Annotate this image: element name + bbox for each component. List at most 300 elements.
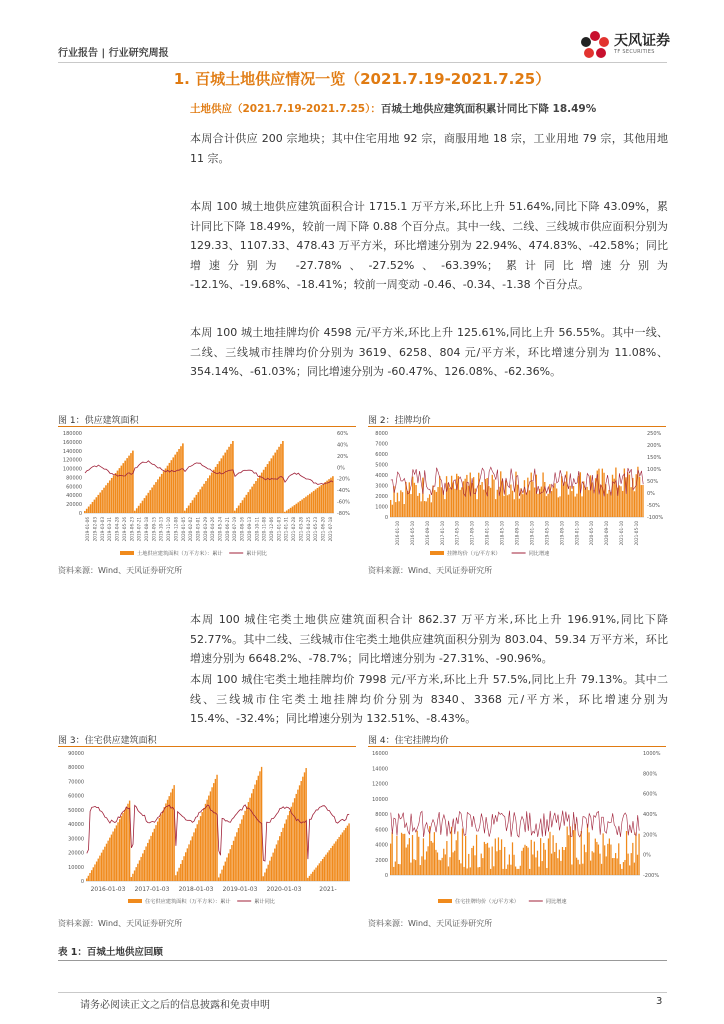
bar bbox=[137, 864, 138, 881]
bar bbox=[466, 475, 467, 517]
bar bbox=[561, 476, 562, 517]
bar-series bbox=[390, 467, 644, 517]
bar bbox=[482, 858, 483, 875]
bar bbox=[299, 785, 300, 881]
x-tick-label: 2019-11-10 bbox=[166, 517, 172, 542]
bar bbox=[307, 878, 308, 881]
bar bbox=[197, 824, 198, 881]
bar bbox=[528, 848, 529, 875]
x-tick-label: 2019-12-08 bbox=[173, 517, 179, 542]
bar bbox=[203, 808, 204, 881]
bar bbox=[492, 847, 493, 875]
bar bbox=[119, 468, 121, 513]
x-tick-label: 2019-03-31 bbox=[107, 517, 113, 542]
bar bbox=[317, 488, 319, 513]
bar bbox=[236, 832, 237, 881]
bar bbox=[267, 464, 269, 513]
bar bbox=[153, 485, 155, 513]
bar bbox=[449, 488, 450, 517]
bar bbox=[517, 485, 518, 517]
bar bbox=[345, 828, 346, 881]
bar bbox=[473, 477, 474, 517]
bar bbox=[172, 789, 173, 881]
y-tick-label: 10000 bbox=[372, 796, 388, 803]
x-tick-label: 2020-12-06 bbox=[269, 517, 274, 542]
legend-swatch-bar bbox=[128, 899, 142, 903]
bar bbox=[178, 868, 179, 881]
bar bbox=[569, 486, 570, 517]
bar bbox=[604, 845, 605, 875]
bar bbox=[149, 490, 151, 513]
bar bbox=[211, 473, 213, 513]
y-tick-label: 0 bbox=[78, 511, 82, 517]
bar bbox=[621, 869, 622, 875]
bar bbox=[116, 825, 117, 881]
bar bbox=[474, 855, 475, 875]
bar bbox=[495, 499, 496, 517]
x-tick-label: 2020-08-16 bbox=[239, 517, 245, 542]
x-tick-label: 2016-01-10 bbox=[394, 521, 400, 546]
bar bbox=[459, 490, 460, 517]
figure-3-title: 图 3：住宅供应建筑面积 bbox=[58, 736, 157, 746]
bar bbox=[84, 511, 86, 513]
bar bbox=[481, 854, 482, 875]
bar bbox=[451, 827, 452, 875]
y-tick-label: 8000 bbox=[375, 812, 388, 818]
bar bbox=[218, 877, 219, 881]
y2-tick-label: 0% bbox=[643, 852, 651, 859]
bar bbox=[481, 482, 482, 517]
bar bbox=[437, 852, 438, 875]
bar bbox=[271, 857, 272, 881]
bar bbox=[241, 819, 242, 881]
chart-residential-area bbox=[58, 749, 356, 909]
bar bbox=[172, 457, 174, 513]
bar bbox=[319, 863, 320, 881]
bar bbox=[596, 842, 597, 875]
bar bbox=[117, 471, 119, 513]
bar bbox=[445, 854, 446, 875]
y2-tick-label: 1000% bbox=[643, 751, 661, 757]
bar bbox=[304, 772, 305, 881]
x-tick-label: 2021-06-20 bbox=[320, 517, 326, 542]
bar bbox=[307, 495, 309, 513]
y2-tick-label: -60% bbox=[337, 499, 350, 506]
y-tick-label: 70000 bbox=[68, 779, 84, 786]
bar bbox=[614, 479, 615, 517]
bar bbox=[188, 844, 189, 881]
bar bbox=[180, 446, 182, 513]
bar bbox=[507, 495, 508, 517]
bar bbox=[631, 853, 632, 875]
bar bbox=[514, 499, 515, 517]
bar bbox=[414, 483, 415, 517]
bar bbox=[562, 847, 563, 875]
bar bbox=[219, 461, 221, 513]
bar bbox=[324, 482, 326, 513]
bar bbox=[322, 484, 324, 513]
bar bbox=[407, 491, 408, 517]
y-tick-label: 100000 bbox=[62, 466, 82, 473]
bar bbox=[93, 867, 94, 881]
bar bbox=[595, 839, 596, 875]
bar bbox=[282, 828, 283, 881]
bar bbox=[248, 802, 249, 881]
bar bbox=[284, 512, 286, 513]
figure-2-source: 资料来源：Wind、天风证券研究所 bbox=[368, 566, 493, 575]
x-tick-label: 2020-09-10 bbox=[604, 521, 610, 546]
bar bbox=[476, 499, 477, 517]
bar bbox=[602, 469, 603, 517]
paragraph-summary: 本周合计供应 200 宗地块；其中住宅用地 92 宗，商服用地 18 宗，工业用地 79 宗，其他用地 11 宗。 bbox=[190, 132, 668, 165]
bar bbox=[257, 478, 259, 513]
bar bbox=[155, 482, 157, 513]
bar bbox=[628, 854, 629, 875]
bar bbox=[443, 849, 444, 875]
bar bbox=[560, 861, 561, 875]
bar bbox=[518, 869, 519, 875]
bar bbox=[178, 449, 180, 513]
bar bbox=[553, 835, 554, 875]
y-tick-label: 40000 bbox=[68, 822, 84, 829]
x-tick-label: 2020-01-03 bbox=[266, 886, 302, 893]
bar bbox=[537, 851, 538, 875]
bar bbox=[618, 843, 619, 875]
bar bbox=[119, 819, 120, 881]
bar bbox=[330, 848, 331, 881]
bar bbox=[578, 476, 579, 517]
bar bbox=[471, 483, 472, 517]
bar bbox=[297, 502, 299, 513]
bar bbox=[347, 826, 348, 881]
bar bbox=[446, 841, 447, 875]
bar bbox=[321, 485, 323, 513]
bar bbox=[238, 828, 239, 881]
bar bbox=[169, 463, 171, 513]
bar bbox=[559, 496, 560, 517]
y-tick-label: 140000 bbox=[62, 448, 82, 455]
bar bbox=[198, 820, 199, 881]
bar bbox=[454, 489, 455, 517]
x-tick-label: 2019-03-03 bbox=[99, 517, 105, 542]
bar bbox=[439, 476, 440, 517]
bar bbox=[396, 836, 397, 875]
bar bbox=[223, 866, 224, 881]
bar bbox=[608, 490, 609, 517]
y2-tick-label: 150% bbox=[647, 455, 662, 461]
bar bbox=[136, 508, 138, 513]
x-tick-label: 2021-01-03 bbox=[276, 517, 282, 542]
bar bbox=[111, 478, 113, 513]
x-tick-label: 2016-05-10 bbox=[409, 521, 415, 546]
bar bbox=[521, 851, 522, 875]
bar bbox=[173, 785, 174, 881]
bar bbox=[145, 846, 146, 881]
bar bbox=[603, 833, 604, 875]
bar bbox=[196, 495, 198, 513]
bar bbox=[509, 855, 510, 875]
bar bbox=[103, 488, 105, 513]
x-tick-label: 2019-01-06 bbox=[85, 517, 91, 542]
bar bbox=[101, 853, 102, 881]
x-tick-label: 2020-07-19 bbox=[232, 517, 238, 542]
bar bbox=[564, 482, 565, 517]
bar bbox=[296, 504, 298, 513]
chart-residential-price bbox=[368, 749, 666, 909]
y2-tick-label: 50% bbox=[647, 479, 659, 485]
bar bbox=[497, 490, 498, 517]
bar bbox=[510, 485, 511, 517]
bar bbox=[529, 869, 530, 875]
bar bbox=[398, 864, 399, 875]
bar bbox=[272, 853, 273, 881]
bar bbox=[504, 847, 505, 875]
bar bbox=[124, 810, 125, 881]
bar bbox=[434, 490, 435, 517]
bar bbox=[426, 851, 427, 875]
bar bbox=[183, 856, 184, 881]
bar bbox=[99, 493, 101, 513]
bar bbox=[402, 492, 403, 517]
bar bbox=[390, 844, 391, 875]
y2-tick-label: -80% bbox=[337, 511, 350, 517]
bar bbox=[495, 839, 496, 875]
bar bbox=[607, 844, 608, 875]
bar bbox=[624, 860, 625, 875]
figure-3-source: 资料来源：Wind、天风证券研究所 bbox=[58, 919, 183, 928]
bar bbox=[540, 838, 541, 875]
bar bbox=[180, 864, 181, 881]
legend-label: 住宅挂牌均价（元/平方米） bbox=[455, 899, 519, 905]
bar bbox=[91, 870, 92, 881]
bar bbox=[453, 852, 454, 875]
bar bbox=[465, 479, 466, 517]
bar bbox=[476, 835, 477, 875]
bar bbox=[329, 850, 330, 881]
bar bbox=[419, 493, 420, 517]
bar bbox=[581, 496, 582, 517]
bar bbox=[234, 511, 236, 513]
bar bbox=[578, 860, 579, 875]
figure-1-title: 图 1：供应建筑面积 bbox=[58, 416, 139, 426]
bar bbox=[276, 844, 277, 881]
bar bbox=[461, 487, 462, 517]
bar bbox=[546, 496, 547, 517]
bar bbox=[613, 858, 614, 875]
bar bbox=[634, 863, 635, 875]
bar bbox=[524, 845, 525, 875]
x-tick-label: 2020-01-05 bbox=[180, 517, 186, 542]
bar bbox=[534, 487, 535, 517]
bar bbox=[314, 870, 315, 881]
bar bbox=[523, 848, 524, 875]
bar bbox=[330, 478, 332, 513]
legend-label: 同比增速 bbox=[545, 899, 567, 905]
bar bbox=[488, 486, 489, 517]
bar bbox=[432, 843, 433, 875]
bar bbox=[395, 502, 396, 517]
bar bbox=[228, 447, 230, 513]
bar bbox=[395, 862, 396, 875]
bar bbox=[442, 858, 443, 875]
bar bbox=[534, 842, 535, 875]
bar bbox=[542, 472, 543, 517]
bar bbox=[292, 506, 294, 513]
bar bbox=[320, 861, 321, 881]
bar bbox=[407, 844, 408, 875]
bar bbox=[554, 852, 555, 875]
x-tick-label: 2019-09-15 bbox=[151, 517, 157, 542]
bar bbox=[441, 487, 442, 517]
bar bbox=[265, 467, 267, 513]
x-tick-label: 2021-01-10 bbox=[619, 521, 625, 546]
bar bbox=[269, 461, 271, 513]
bar bbox=[221, 458, 223, 513]
bar bbox=[215, 779, 216, 881]
bar bbox=[109, 838, 110, 881]
bar bbox=[315, 868, 316, 881]
bar bbox=[167, 800, 168, 881]
bar bbox=[238, 506, 240, 513]
bar bbox=[420, 501, 421, 517]
y-tick-label: 40000 bbox=[66, 493, 82, 500]
bar bbox=[280, 444, 282, 513]
bar bbox=[465, 836, 466, 875]
bar bbox=[437, 487, 438, 517]
y2-tick-label: 200% bbox=[643, 832, 658, 839]
bar bbox=[263, 470, 265, 513]
bar bbox=[184, 511, 186, 513]
bar bbox=[155, 825, 156, 881]
bar bbox=[182, 860, 183, 881]
bar bbox=[503, 869, 504, 875]
x-tick-label: 2017-01-03 bbox=[134, 886, 170, 893]
bar bbox=[89, 873, 90, 881]
bar bbox=[188, 506, 190, 513]
bar bbox=[213, 470, 215, 513]
bar bbox=[538, 867, 539, 875]
x-tick-label: 2018-05-10 bbox=[499, 521, 505, 546]
bar bbox=[206, 800, 207, 881]
x-tick-label: 2021- bbox=[319, 886, 337, 893]
bar bbox=[409, 838, 410, 875]
bar bbox=[187, 848, 188, 881]
bar bbox=[568, 495, 569, 517]
y-tick-label: 20000 bbox=[68, 850, 84, 857]
bar bbox=[215, 467, 217, 513]
bar bbox=[556, 489, 557, 517]
bar bbox=[142, 501, 144, 513]
bar bbox=[247, 492, 249, 513]
bar bbox=[417, 496, 418, 517]
bar bbox=[94, 864, 95, 881]
paragraph-residential-area: 本周 100 城住宅类土地供应建筑面积合计 862.37 万平方米,环比上升 196.91%,同比下降 52.77%。其中二线、三线城市住宅类土地供应建筑面积分别为 803.04、59.34 万平方米，环比增速分别为 6648.2%、-78.7%；同比增速分别为 -27.31%、-90.96%。 bbox=[190, 613, 668, 665]
bar bbox=[122, 463, 124, 513]
y-tick-label: 6000 bbox=[375, 452, 388, 458]
bar bbox=[424, 860, 425, 875]
bar bbox=[139, 860, 140, 881]
bar bbox=[423, 838, 424, 875]
bar bbox=[642, 485, 643, 517]
bar bbox=[403, 834, 404, 875]
bar bbox=[525, 493, 526, 517]
bar bbox=[632, 843, 633, 875]
y-tick-label: 30000 bbox=[68, 836, 84, 843]
bar bbox=[553, 487, 554, 517]
bar bbox=[496, 851, 497, 875]
bar bbox=[274, 849, 275, 881]
bar bbox=[288, 509, 290, 513]
bar bbox=[124, 461, 126, 513]
bar bbox=[136, 867, 137, 881]
bar bbox=[609, 838, 610, 875]
y-tick-label: 160000 bbox=[62, 439, 82, 446]
bar bbox=[509, 494, 510, 517]
bar bbox=[269, 861, 270, 881]
bar bbox=[629, 865, 630, 875]
x-tick-label: 2021-02-28 bbox=[291, 517, 297, 542]
figure-4-title: 图 4：住宅挂牌均价 bbox=[368, 736, 449, 746]
y-tick-label: 2000 bbox=[375, 494, 388, 500]
bar bbox=[251, 487, 253, 513]
bar bbox=[629, 475, 630, 517]
bar bbox=[617, 858, 618, 875]
x-tick-label: 2020-03-01 bbox=[195, 517, 201, 542]
figure-1-source: 资料来源：Wind、天风证券研究所 bbox=[58, 566, 183, 575]
bar bbox=[278, 447, 280, 513]
bar bbox=[506, 869, 507, 875]
bar bbox=[202, 812, 203, 881]
y2-tick-label: 800% bbox=[643, 771, 658, 778]
x-tick-label: 2020-01-10 bbox=[574, 521, 580, 546]
y2-tick-label: -40% bbox=[337, 488, 350, 495]
bar bbox=[468, 854, 469, 875]
header-divider bbox=[58, 62, 667, 63]
bar bbox=[302, 777, 303, 881]
bar bbox=[231, 845, 232, 881]
bar bbox=[531, 473, 532, 517]
legend-swatch-bar bbox=[438, 899, 452, 903]
bar bbox=[507, 865, 508, 875]
y2-tick-label: 250% bbox=[647, 431, 662, 437]
bar bbox=[159, 818, 160, 881]
bar bbox=[121, 466, 123, 513]
bar bbox=[426, 501, 427, 517]
y-tick-label: 60000 bbox=[68, 793, 84, 800]
bar bbox=[520, 866, 521, 875]
bar bbox=[233, 841, 234, 881]
bar bbox=[159, 477, 161, 513]
logo-name: 天风证券 bbox=[614, 33, 670, 49]
y2-tick-label: 200% bbox=[647, 443, 662, 449]
bar bbox=[101, 490, 103, 513]
x-tick-label: 2019-01-03 bbox=[222, 886, 258, 893]
bar bbox=[277, 840, 278, 881]
bar bbox=[210, 791, 211, 881]
bar bbox=[393, 867, 394, 875]
y-tick-label: 14000 bbox=[372, 766, 388, 773]
bar bbox=[541, 487, 542, 517]
bar bbox=[165, 803, 166, 881]
y2-tick-label: -100% bbox=[647, 515, 664, 521]
bar bbox=[585, 852, 586, 875]
legend-swatch-bar bbox=[430, 551, 444, 555]
bar bbox=[142, 853, 143, 881]
bar bbox=[86, 878, 87, 881]
bar bbox=[406, 848, 407, 875]
subhead-label: 土地供应（2021.7.19-2021.7.25）： bbox=[190, 103, 381, 115]
bar bbox=[232, 441, 234, 513]
